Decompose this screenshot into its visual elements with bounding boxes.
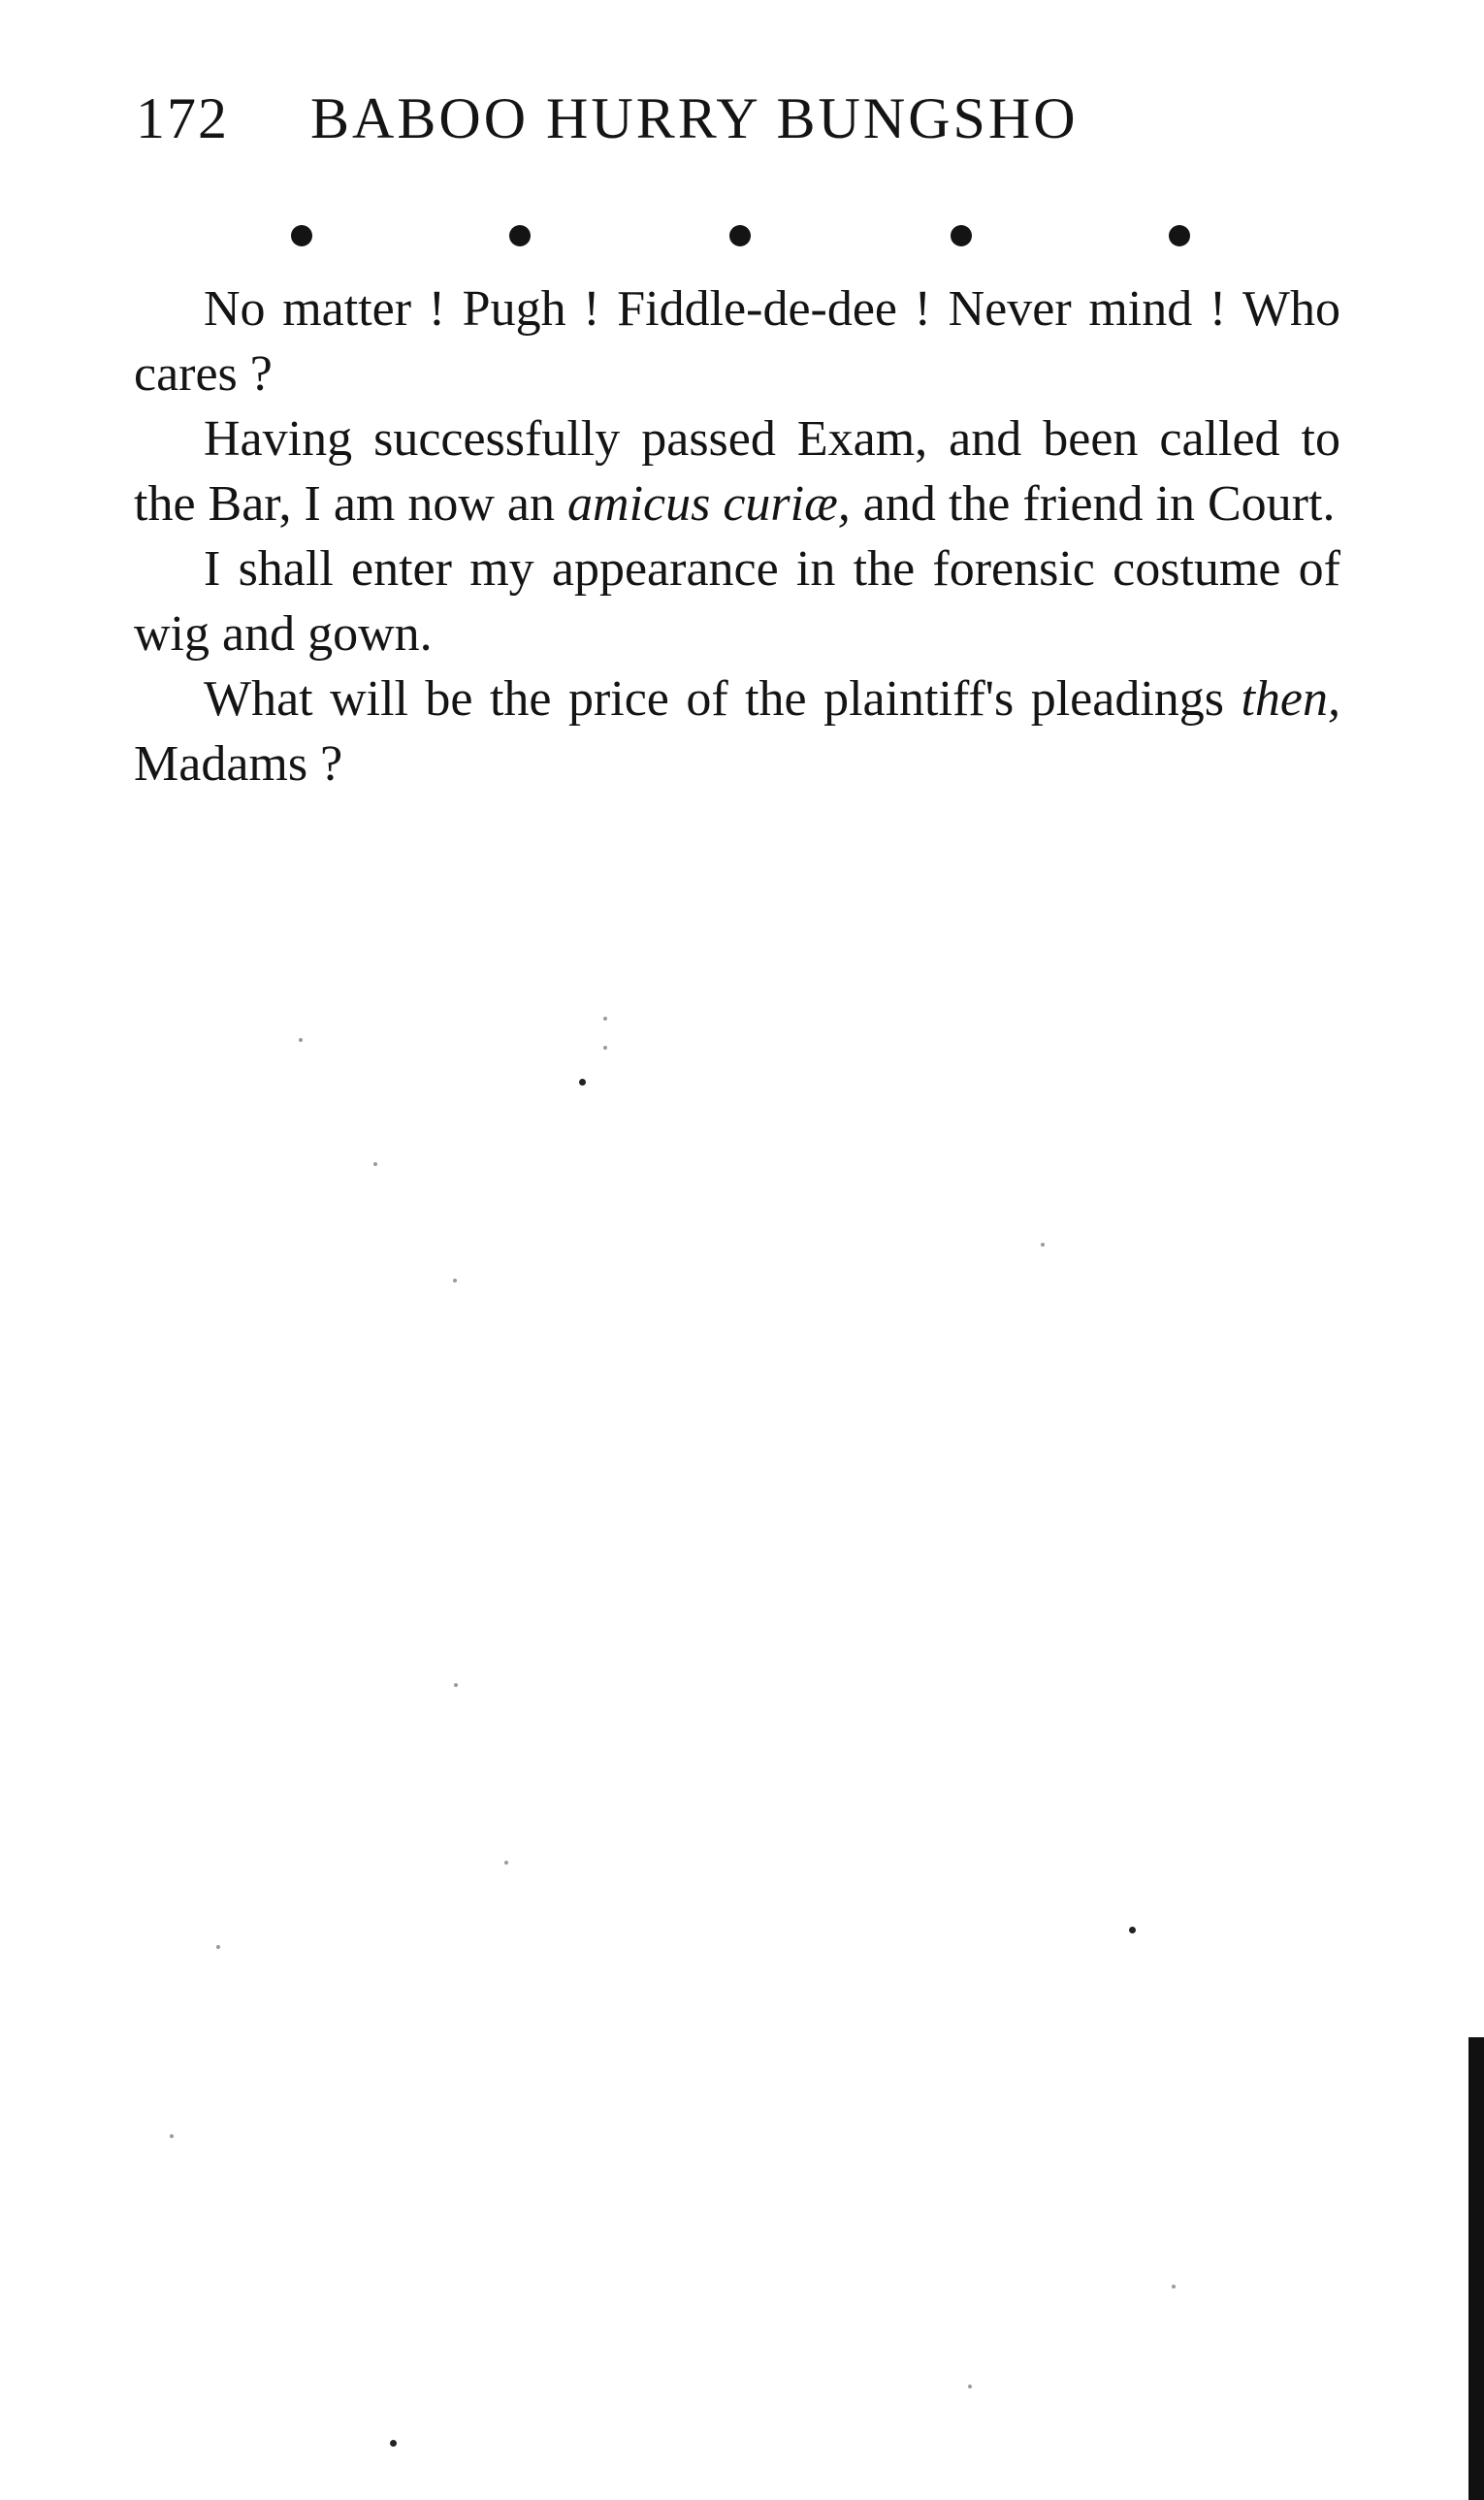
body-text bbox=[134, 276, 1340, 796]
scan-speck bbox=[216, 1945, 220, 1949]
ornament-star-icon bbox=[729, 225, 751, 246]
ornament-star-icon bbox=[951, 225, 972, 246]
paragraph-2 bbox=[134, 406, 1340, 536]
scan-speck bbox=[504, 1861, 508, 1865]
scan-speck bbox=[603, 1046, 607, 1050]
paragraph-4 bbox=[134, 666, 1340, 796]
scan-speck bbox=[299, 1038, 303, 1042]
paragraph-2-text-b: and the friend in Court. bbox=[850, 476, 1336, 532]
scan-speck bbox=[1172, 2285, 1176, 2289]
paragraph-3: I shall enter my appearance in the forensic costume of wig and gown. bbox=[134, 541, 1340, 662]
ornament-star-icon bbox=[1169, 225, 1190, 246]
scan-speck bbox=[579, 1079, 586, 1086]
ornament-star-icon bbox=[291, 225, 312, 246]
paragraph-2-text-a: Having successfully passed Exam, and been called to the Bar, I am now an bbox=[134, 411, 1340, 532]
scan-speck bbox=[454, 1683, 458, 1687]
paragraph-2-italic: amicus curiæ, bbox=[567, 476, 851, 532]
running-head bbox=[136, 80, 1339, 157]
scan-speck bbox=[1041, 1243, 1045, 1247]
ornament-star-icon bbox=[509, 225, 531, 246]
scan-speck bbox=[390, 2440, 397, 2447]
paragraph-1: No matter ! Pugh ! Fiddle-de-dee ! Never mind ! Who cares ? bbox=[134, 281, 1340, 402]
page-edge-shadow bbox=[1468, 2037, 1484, 2500]
book-title: BABOO HURRY BUNGSHO bbox=[310, 86, 1079, 150]
page-number: 172 bbox=[136, 86, 229, 150]
scan-speck bbox=[170, 2134, 174, 2138]
paragraph-4-italic: then, bbox=[1241, 671, 1340, 727]
scan-speck bbox=[453, 1279, 457, 1282]
paragraph-4-text-b: Madams ? bbox=[134, 736, 343, 792]
scan-speck bbox=[1129, 1927, 1136, 1933]
scan-speck bbox=[373, 1162, 377, 1166]
paragraph-4-text-a: What will be the price of the plaintiff's pleadings bbox=[204, 671, 1242, 727]
scan-speck bbox=[968, 2385, 972, 2388]
section-break-ornament bbox=[291, 225, 1183, 248]
scan-speck bbox=[603, 1017, 607, 1021]
